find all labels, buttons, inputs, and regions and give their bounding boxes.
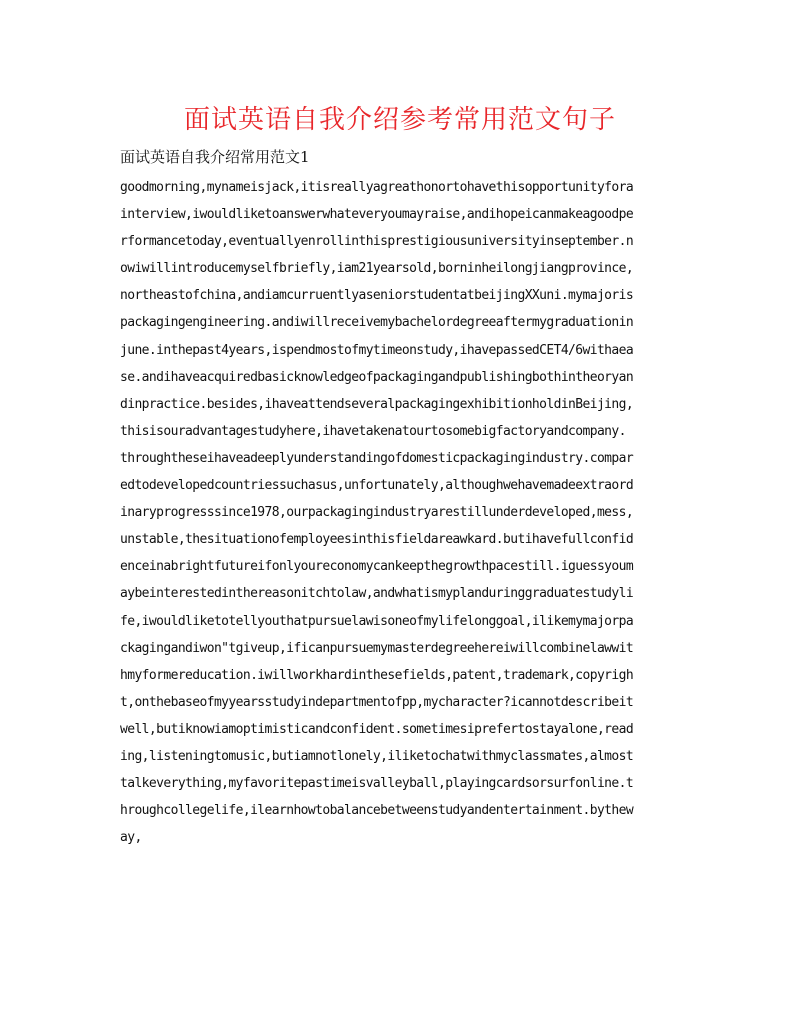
text-line: t,onthebaseofmyyearsstudyindepartmentofpp,mycharacter?icannotdescribeit <box>120 694 634 710</box>
text-line: fe,iwouldliketotellyouthatpursuelawisoneofmylifelonggoal,ilikemymajorpa <box>120 613 634 629</box>
text-line: dinpractice.besides,ihaveattendseveralpackagingexhibitionholdinBeijing, <box>120 396 634 412</box>
text-line: inaryprogresssince1978,ourpackagingindustryarestillunderdeveloped,mess, <box>120 505 634 521</box>
text-line: owiwillintroducemyselfbriefly,iam21yearsold,borninheilongjiangprovince, <box>120 261 634 277</box>
text-line: northeastofchina,andiamcurruentlyaseniorstudentatbeijingXXuni.mymajoris <box>120 288 634 304</box>
text-line: rformancetoday,eventuallyenrollinthisprestigiousuniversityinseptember.n <box>120 234 634 250</box>
body-text <box>120 174 680 851</box>
text-line: hroughcollegelife,ilearnhowtobalancebetweenstudyandentertainment.bythew <box>120 803 634 819</box>
text-line: aybeinterestedinthereasonitchtolaw,andwhatismyplanduringgraduatestudyli <box>120 586 634 602</box>
text-line: june.inthepast4years,ispendmostofmytimeonstudy,ihavepassedCET4/6withaea <box>120 342 634 358</box>
text-line: ing,listeningtomusic,butiamnotlonely,iliketochatwithmyclassmates,almost <box>120 748 634 764</box>
text-line: well,butiknowiamoptimisticandconfident.sometimesiprefertostayalone,read <box>120 721 634 737</box>
text-line: packagingengineering.andiwillreceivemybachelordegreeaftermygraduationin <box>120 315 634 331</box>
document-title: 面试英语自我介绍参考常用范文句子 <box>183 105 616 135</box>
text-line: hmyformereducation.iwillworkhardinthesefields,patent,trademark,copyrigh <box>120 667 634 683</box>
text-line: edtodevelopedcountriessuchasus,unfortunately,althoughwehavemadeextraord <box>120 478 634 494</box>
text-line: unstable,thesituationofemployeesinthisfieldareawkard.butihavefullconfid <box>120 532 634 548</box>
text-line: interview,iwouldliketoanswerwhateveryoumayraise,andihopeicanmakeagoodpe <box>120 207 634 223</box>
text-line: goodmorning,mynameisjack,itisreallyagreathonortohavethisopportunityfora <box>120 180 634 195</box>
text-line: thisisouradvantagestudyhere,ihavetakenatourtosomebigfactoryandcompany. <box>120 423 626 439</box>
text-line: throughtheseihaveadeeplyunderstandingofdomesticpackagingindustry.compar <box>120 450 634 466</box>
section-heading: 面试英语自我介绍常用范文1 <box>120 148 310 166</box>
text-line: ckagingandiwon"tgiveup,ificanpursuemymasterdegreehereiwillcombinelawwit <box>120 640 634 656</box>
text-line: enceinabrightfutureifonlyoureconomycankeepthegrowthpacestill.iguessyoum <box>120 559 634 575</box>
text-line: talkeverything,myfavoritepastimeisvalleyball,playingcardsorsurfonline.t <box>120 776 634 792</box>
text-line: se.andihaveacquiredbasicknowledgeofpackagingandpublishingbothintheoryan <box>120 369 634 385</box>
text-line: ay, <box>120 830 142 846</box>
